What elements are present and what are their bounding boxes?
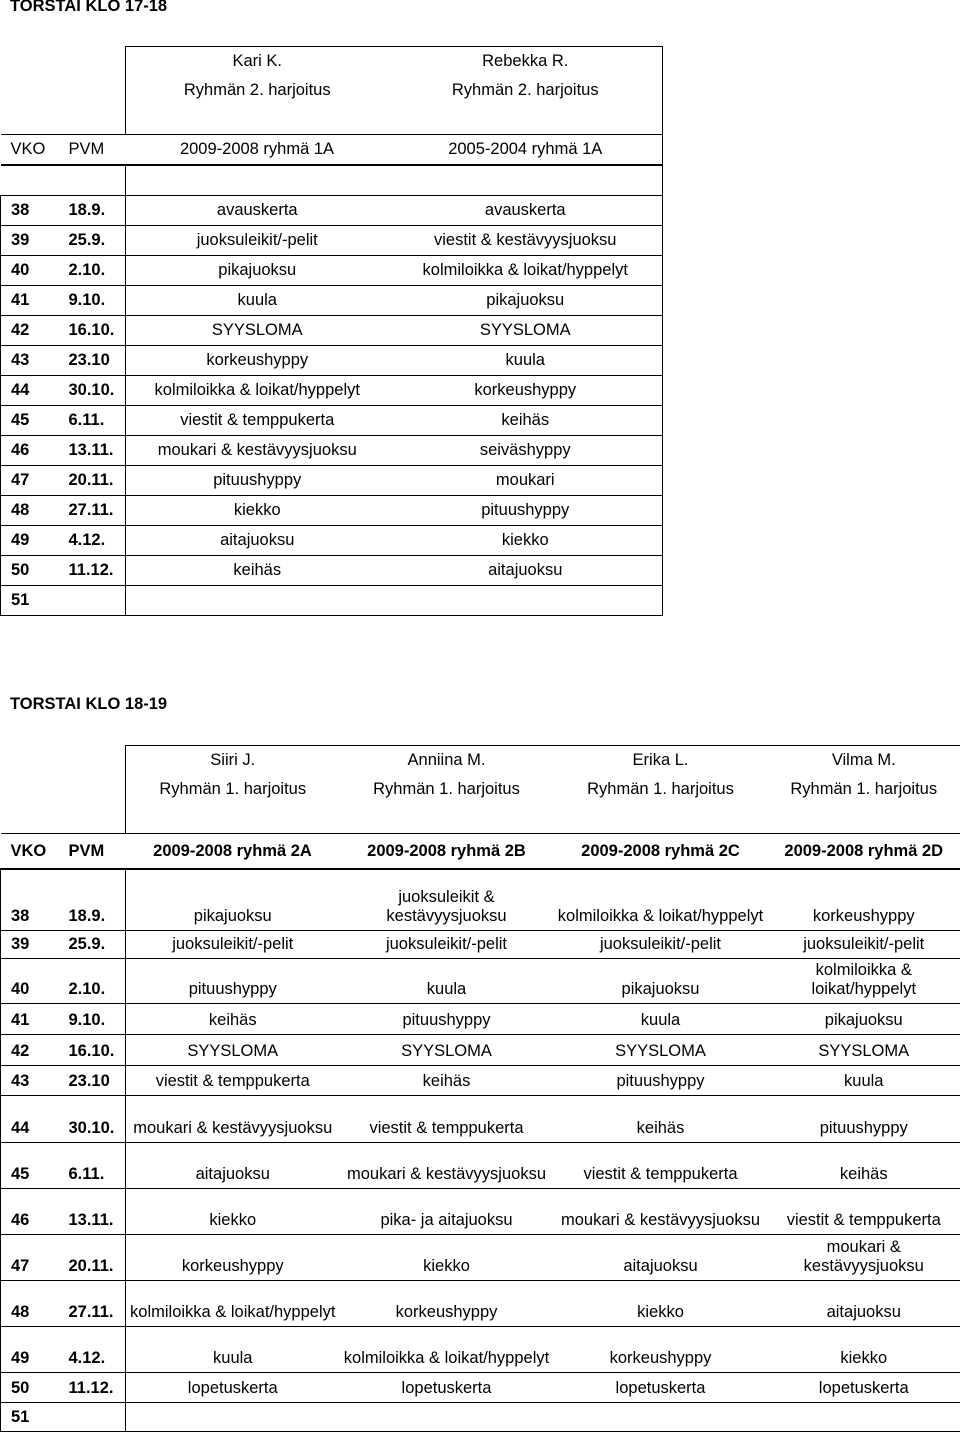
- activity-cell-b: juoksuleikit & kestävyysjuoksu: [386, 888, 507, 925]
- week-cell: 43: [1, 1066, 63, 1096]
- week-cell: 39: [1, 931, 63, 959]
- table-row: [1, 1327, 960, 1373]
- column-header-row: [1, 135, 663, 166]
- activity-cell-a: kolmiloikka & loikat/hyppelyt: [126, 376, 389, 406]
- activity-cell-a: kiekko: [126, 1189, 340, 1235]
- week-cell: 48: [1, 1281, 63, 1327]
- date-cell: 2.10.: [63, 256, 126, 286]
- activity-cell-b: SYYSLOMA: [389, 316, 663, 346]
- date-cell: 30.10.: [63, 1096, 126, 1143]
- activity-cell-b: SYYSLOMA: [340, 1035, 554, 1066]
- schedule-body-18-19: [1, 869, 960, 1432]
- date-cell: 20.11.: [63, 466, 126, 496]
- date-cell: 2.10.: [63, 959, 126, 1004]
- week-cell: 45: [1, 406, 63, 436]
- activity-cell-b: moukari & kestävyysjuoksu: [340, 1143, 554, 1189]
- week-cell: 47: [1, 466, 63, 496]
- spacer-row: [1, 105, 663, 135]
- activity-cell-a: [126, 1403, 340, 1432]
- coach-group-a: Ryhmän 1. harjoitus: [159, 780, 307, 798]
- activity-cell-d: kuula: [768, 1066, 960, 1096]
- activity-cell-a: korkeushyppy: [126, 346, 389, 376]
- date-cell: 6.11.: [63, 1143, 126, 1189]
- activity-cell-a: juoksuleikit/-pelit: [126, 931, 340, 959]
- activity-cell-a: pikajuoksu: [193, 907, 272, 925]
- activity-cell-a: juoksuleikit/-pelit: [126, 226, 389, 256]
- group-row: [1, 76, 663, 105]
- table-row: [1, 196, 663, 226]
- table-row: [1, 226, 663, 256]
- activity-cell-c: korkeushyppy: [554, 1327, 768, 1373]
- activity-cell-d: aitajuoksu: [768, 1281, 960, 1327]
- activity-cell-b: pituushyppy: [389, 496, 663, 526]
- activity-cell-a: kuula: [126, 1327, 340, 1373]
- activity-cell-a: kuula: [126, 286, 389, 316]
- activity-cell-d: kolmiloikka & loikat/hyppelyt: [768, 959, 960, 1004]
- col-header-class-a: 2009-2008 ryhmä 2A: [126, 834, 340, 870]
- col-header-vko: VKO: [1, 135, 63, 166]
- date-cell: 9.10.: [63, 1004, 126, 1035]
- table-row: [1, 286, 663, 316]
- activity-cell-a: korkeushyppy: [126, 1235, 340, 1281]
- activity-cell-b: seiväshyppy: [389, 436, 663, 466]
- table-row: [1, 1143, 960, 1189]
- table-row: [1, 959, 960, 1004]
- col-header-class-d: 2009-2008 ryhmä 2D: [768, 834, 960, 870]
- week-cell: 46: [1, 1189, 63, 1235]
- date-cell: 23.10: [63, 346, 126, 376]
- week-cell: 47: [1, 1235, 63, 1281]
- date-cell: 13.11.: [63, 436, 126, 466]
- activity-cell-c: kolmiloikka & loikat/hyppelyt: [557, 907, 764, 925]
- date-cell: 16.10.: [63, 316, 126, 346]
- date-cell: 23.10: [63, 1066, 126, 1096]
- activity-cell-a: moukari & kestävyysjuoksu: [126, 436, 389, 466]
- week-cell: 46: [1, 436, 63, 466]
- date-cell: 18.9.: [63, 196, 126, 226]
- coach-row: [1, 47, 663, 77]
- activity-cell-d: korkeushyppy: [768, 869, 960, 931]
- activity-cell-b: pituushyppy: [340, 1004, 554, 1035]
- coach-group-c: Ryhmän 1. harjoitus: [587, 780, 734, 798]
- week-cell: 51: [1, 1403, 63, 1432]
- col-header-pvm: PVM: [63, 834, 126, 870]
- coach-group-b: Ryhmän 1. harjoitus: [373, 780, 520, 798]
- date-cell: 25.9.: [63, 931, 126, 959]
- activity-cell-b: kuula: [340, 959, 554, 1004]
- activity-cell-d: pituushyppy: [768, 1096, 960, 1143]
- activity-cell-b: keihäs: [340, 1066, 554, 1096]
- table-row: [1, 869, 960, 931]
- col-header-pvm: PVM: [63, 135, 126, 166]
- activity-cell-b: kolmiloikka & loikat/hyppelyt: [340, 1327, 554, 1373]
- coach-name-a: Kari K.: [126, 47, 389, 77]
- activity-cell-b: viestit & temppukerta: [340, 1096, 554, 1143]
- activity-cell-c: lopetuskerta: [554, 1373, 768, 1403]
- group-row: [1, 775, 960, 804]
- activity-cell-a: [126, 586, 389, 616]
- activity-cell-d: viestit & temppukerta: [768, 1189, 960, 1235]
- col-header-class-b: 2005-2004 ryhmä 1A: [389, 135, 663, 166]
- coach-name-b: Anniina M.: [340, 746, 554, 776]
- week-cell: 50: [1, 556, 63, 586]
- week-cell: 40: [1, 959, 63, 1004]
- table-row: [1, 346, 663, 376]
- activity-cell-b: pikajuoksu: [389, 286, 663, 316]
- date-cell: 25.9.: [63, 226, 126, 256]
- activity-cell-a: keihäs: [126, 1004, 340, 1035]
- activity-cell-d: keihäs: [768, 1143, 960, 1189]
- activity-cell-d: SYYSLOMA: [768, 1035, 960, 1066]
- activity-cell-c: kuula: [554, 1004, 768, 1035]
- table-row: [1, 1403, 960, 1432]
- activity-cell-a: pituushyppy: [126, 959, 340, 1004]
- week-cell: 42: [1, 316, 63, 346]
- spacer-row: [1, 165, 663, 196]
- coach-name-a: Siiri J.: [126, 746, 340, 776]
- activity-cell-c: SYYSLOMA: [554, 1035, 768, 1066]
- activity-cell-c: keihäs: [554, 1096, 768, 1143]
- section-title-17-18: TORSTAI KLO 17-18: [10, 0, 168, 15]
- activity-cell-b: aitajuoksu: [389, 556, 663, 586]
- table-row: [1, 1373, 960, 1403]
- date-cell: 4.12.: [63, 1327, 126, 1373]
- date-cell: 9.10.: [63, 286, 126, 316]
- table-row: [1, 316, 663, 346]
- week-cell: 44: [1, 376, 63, 406]
- table-row: [1, 406, 663, 436]
- coach-group-d: Ryhmän 1. harjoitus: [768, 775, 960, 804]
- spacer-row: [1, 804, 960, 834]
- coach-group-a: Ryhmän 2. harjoitus: [183, 81, 331, 99]
- column-header-row: [1, 834, 960, 870]
- date-cell: [63, 586, 126, 616]
- activity-cell-c: pituushyppy: [554, 1066, 768, 1096]
- activity-cell-d: lopetuskerta: [768, 1373, 960, 1403]
- week-cell: 45: [1, 1143, 63, 1189]
- activity-cell-d: juoksuleikit/-pelit: [768, 931, 960, 959]
- table-row: [1, 1066, 960, 1096]
- coach-name-b: Rebekka R.: [389, 47, 663, 77]
- schedule-body-17-18: [1, 196, 663, 616]
- activity-cell-c: kiekko: [554, 1281, 768, 1327]
- activity-cell-b: [389, 586, 663, 616]
- coach-row: [1, 746, 960, 776]
- table-row: [1, 1189, 960, 1235]
- activity-cell-d: moukari & kestävyysjuoksu: [768, 1235, 960, 1281]
- activity-cell-b: keihäs: [389, 406, 663, 436]
- table-row: [1, 496, 663, 526]
- activity-cell-b: korkeushyppy: [389, 376, 663, 406]
- date-cell: 13.11.: [63, 1189, 126, 1235]
- schedule-table-18-19: [0, 745, 960, 1432]
- section-title-18-19: TORSTAI KLO 18-19: [10, 695, 168, 713]
- date-cell: 30.10.: [63, 376, 126, 406]
- week-cell: 41: [1, 1004, 63, 1035]
- activity-cell-a: avauskerta: [126, 196, 389, 226]
- activity-cell-b: avauskerta: [389, 196, 663, 226]
- date-cell: 11.12.: [63, 1373, 126, 1403]
- table-row: [1, 1281, 960, 1327]
- table-row: [1, 1235, 960, 1281]
- table-row: [1, 256, 663, 286]
- activity-cell-c: juoksuleikit/-pelit: [554, 931, 768, 959]
- activity-cell-a: lopetuskerta: [126, 1373, 340, 1403]
- activity-cell-c: pikajuoksu: [554, 959, 768, 1004]
- date-cell: 16.10.: [63, 1035, 126, 1066]
- table-row: [1, 1035, 960, 1066]
- table-row: [1, 556, 663, 586]
- activity-cell-b: lopetuskerta: [340, 1373, 554, 1403]
- week-cell: 40: [1, 256, 63, 286]
- activity-cell-b: moukari: [389, 466, 663, 496]
- date-cell: 27.11.: [63, 1281, 126, 1327]
- activity-cell-a: viestit & temppukerta: [126, 406, 389, 436]
- activity-cell-a: SYYSLOMA: [126, 1035, 340, 1066]
- activity-cell-a: kiekko: [126, 496, 389, 526]
- table-row: [1, 466, 663, 496]
- week-cell: 38: [1, 196, 63, 226]
- date-cell: 6.11.: [63, 406, 126, 436]
- col-header-vko: VKO: [1, 834, 63, 870]
- date-cell: [63, 1403, 126, 1432]
- date-cell: 27.11.: [63, 496, 126, 526]
- activity-cell-d: kiekko: [768, 1327, 960, 1373]
- table-row: [1, 1096, 960, 1143]
- col-header-class-b: 2009-2008 ryhmä 2B: [340, 834, 554, 870]
- activity-cell-c: moukari & kestävyysjuoksu: [554, 1189, 768, 1235]
- week-cell: 51: [1, 586, 63, 616]
- week-cell: 41: [1, 286, 63, 316]
- activity-cell-d: [768, 1403, 960, 1432]
- table-row: [1, 586, 663, 616]
- date-cell: 4.12.: [63, 526, 126, 556]
- activity-cell-a: viestit & temppukerta: [126, 1066, 340, 1096]
- table-row: [1, 526, 663, 556]
- coach-name-c: Erika L.: [554, 746, 768, 776]
- activity-cell-b: viestit & kestävyysjuoksu: [389, 226, 663, 256]
- activity-cell-b: kolmiloikka & loikat/hyppelyt: [389, 256, 663, 286]
- activity-cell-a: keihäs: [126, 556, 389, 586]
- table-row: [1, 1004, 960, 1035]
- activity-cell-c: [554, 1403, 768, 1432]
- table-row: [1, 436, 663, 466]
- week-cell: 44: [1, 1096, 63, 1143]
- activity-cell-a: aitajuoksu: [126, 526, 389, 556]
- activity-cell-d: pikajuoksu: [768, 1004, 960, 1035]
- activity-cell-b: [340, 1403, 554, 1432]
- activity-cell-b: korkeushyppy: [340, 1281, 554, 1327]
- date-cell: 11.12.: [63, 556, 126, 586]
- week-cell: 49: [1, 1327, 63, 1373]
- week-cell: 43: [1, 346, 63, 376]
- activity-cell-a: pikajuoksu: [126, 256, 389, 286]
- table-row: [1, 931, 960, 959]
- activity-cell-a: moukari & kestävyysjuoksu: [126, 1096, 340, 1143]
- week-cell: 48: [1, 496, 63, 526]
- schedule-table-17-18: [0, 46, 663, 616]
- coach-group-b: Ryhmän 2. harjoitus: [389, 76, 663, 105]
- activity-cell-b: pika- ja aitajuoksu: [340, 1189, 554, 1235]
- activity-cell-a: SYYSLOMA: [126, 316, 389, 346]
- week-cell: 49: [1, 526, 63, 556]
- activity-cell-c: viestit & temppukerta: [554, 1143, 768, 1189]
- col-header-class-a: 2009-2008 ryhmä 1A: [126, 135, 389, 166]
- activity-cell-a: aitajuoksu: [126, 1143, 340, 1189]
- coach-name-d: Vilma M.: [768, 746, 960, 776]
- col-header-class-c: 2009-2008 ryhmä 2C: [554, 834, 768, 870]
- date-cell: 20.11.: [63, 1235, 126, 1281]
- week-cell: 39: [1, 226, 63, 256]
- table-row: [1, 376, 663, 406]
- activity-cell-b: kiekko: [389, 526, 663, 556]
- activity-cell-a: pituushyppy: [126, 466, 389, 496]
- activity-cell-c: aitajuoksu: [554, 1235, 768, 1281]
- week-cell: 50: [1, 1373, 63, 1403]
- week-cell: 38: [1, 869, 63, 931]
- activity-cell-b: juoksuleikit/-pelit: [340, 931, 554, 959]
- date-cell: 18.9.: [63, 869, 126, 931]
- activity-cell-b: kuula: [389, 346, 663, 376]
- activity-cell-a: kolmiloikka & loikat/hyppelyt: [126, 1281, 340, 1327]
- week-cell: 42: [1, 1035, 63, 1066]
- activity-cell-b: kiekko: [340, 1235, 554, 1281]
